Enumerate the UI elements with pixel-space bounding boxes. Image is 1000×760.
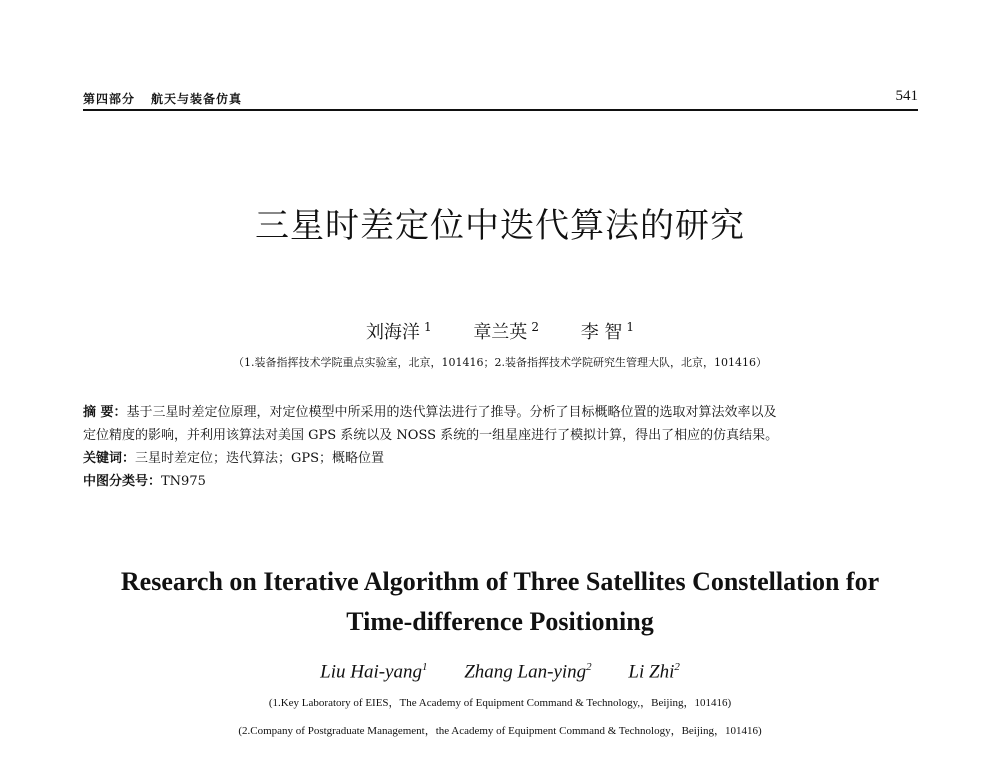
author-name: Liu Hai-yang	[320, 661, 422, 683]
classification-label: 中图分类号：	[83, 474, 162, 489]
author-mark: 1	[423, 320, 432, 334]
page-number: 541	[895, 88, 918, 104]
subject-label: 航天与装备仿真	[151, 92, 243, 106]
author-mark: 2	[674, 661, 680, 673]
author-mark: 1	[626, 320, 635, 334]
abstract-label: 摘 要：	[83, 405, 127, 420]
abstract-text-1: 基于三星时差定位原理，对定位模型中所采用的迭代算法进行了推导。分析了目标概略位置的选取对算法效率以及	[126, 405, 777, 420]
author-mark: 1	[421, 661, 428, 673]
keywords-text: 三星时差定位；迭代算法；GPS；概略位置	[135, 451, 385, 466]
english-author-2	[464, 661, 591, 683]
abstract-line-1	[83, 401, 923, 424]
english-title	[0, 562, 1000, 642]
author-name: Li Zhi	[628, 661, 675, 683]
english-affiliation-1: (1.Key Laboratory of EIES，The Academy of Equipment Command & Technology,，Beijing，101416)	[268, 697, 732, 709]
english-author-3	[628, 661, 679, 683]
chinese-author-1	[366, 318, 432, 344]
abstract-block	[83, 401, 923, 493]
chinese-author-2	[473, 318, 539, 344]
english-title-line-1: Research on Iterative Algorithm of Three Satellites Constellation for	[120, 567, 880, 596]
chinese-affiliation: （1.装备指挥技术学院重点实验室，北京，101416；2.装备指挥技术学院研究生管理大队，北京，101416）	[233, 356, 767, 369]
chinese-title: 三星时差定位中迭代算法的研究	[255, 206, 745, 246]
english-title-line-2: Time-difference Positioning	[346, 607, 654, 636]
abstract-line-2: 定位精度的影响，并利用该算法对美国 GPS 系统以及 NOSS 系统的一组星座进行了模拟计算，得出了相应的仿真结果。	[83, 428, 779, 443]
running-header-left	[83, 90, 242, 107]
author-name: Zhang Lan-ying	[464, 661, 587, 683]
running-header	[83, 88, 918, 108]
english-author-1	[320, 661, 427, 683]
english-authors	[0, 661, 1000, 683]
english-affiliation-2: (2.Company of Postgraduate Management，the Academy of Equipment Command & Technology，Beijing，101416)	[238, 725, 762, 737]
author-mark: 2	[531, 320, 539, 334]
author-name: 刘海洋	[365, 322, 420, 343]
author-mark: 2	[586, 661, 592, 673]
keywords-label: 关键词：	[83, 451, 136, 466]
keywords-line	[83, 447, 923, 470]
classification-line	[83, 470, 923, 493]
author-name: 李 智	[580, 322, 623, 343]
header-rule	[83, 109, 918, 111]
classification-text: TN975	[161, 474, 206, 489]
chinese-authors	[0, 318, 1000, 344]
author-name: 章兰英	[473, 322, 528, 343]
section-label: 第四部分	[83, 92, 136, 106]
chinese-author-3	[581, 318, 634, 344]
